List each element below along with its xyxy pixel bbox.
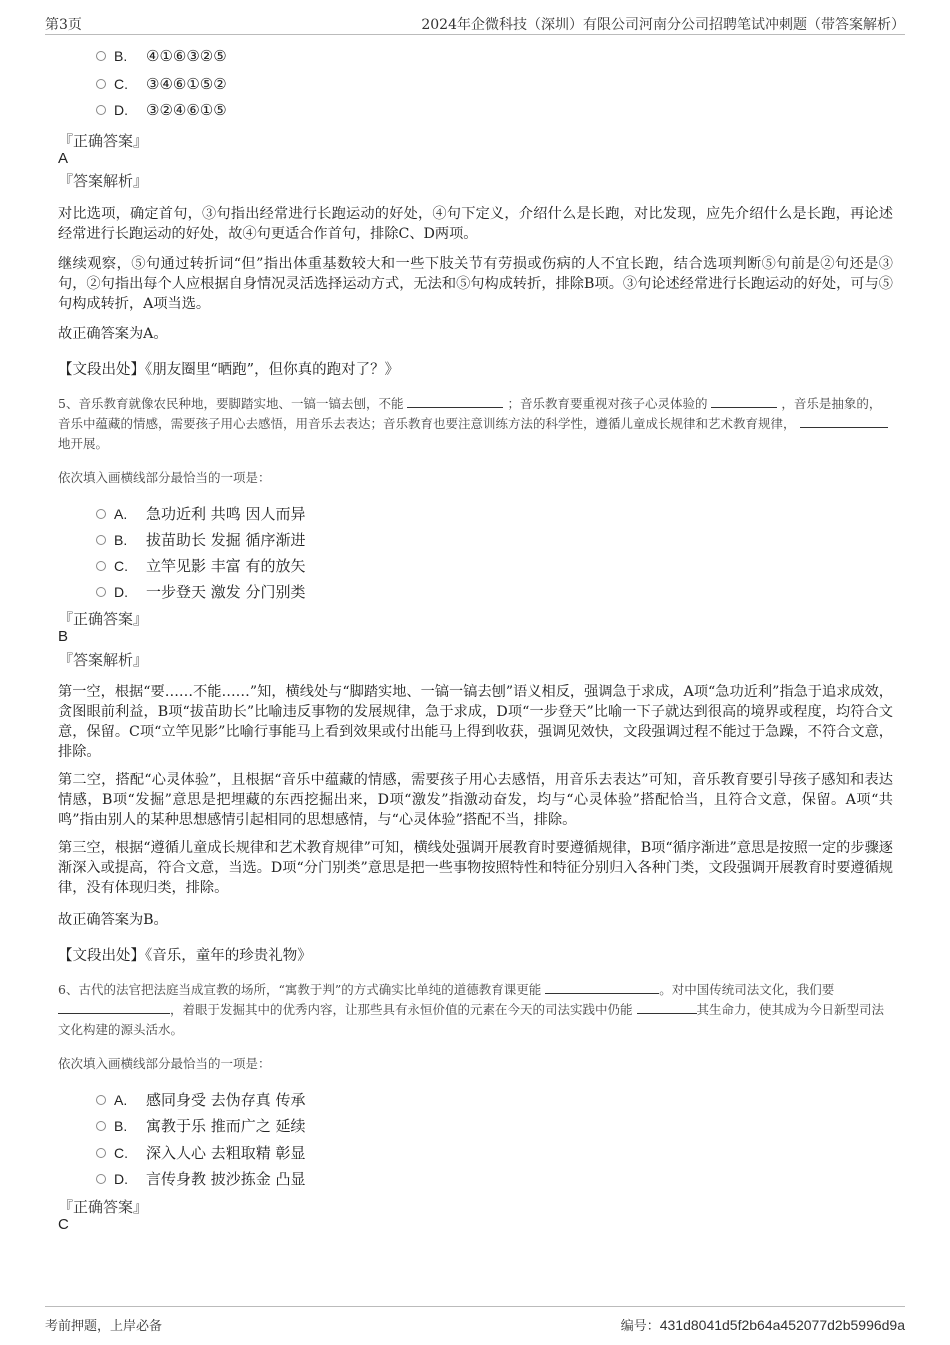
blank-line <box>637 1000 697 1014</box>
q5-option-d[interactable]: D. 一步登天 激发 分门别类 <box>96 581 306 603</box>
q4-answer-label: 『正确答案』 <box>58 132 149 150</box>
q5-analysis-p1: 第一空，根据“要……不能……”知，横线处与“脚踏实地、一镐一镐去刨”语义相反，强调急于求成，A项“急功近利”指急于追求成效，贪图眼前利益，B项“拔苗助长”比喻违反事物的发展规律，急于求成，D项“一步登天”比喻一下子就达到很高的境界或程度，均符合文意，保留。C项“立竿见影”比喻行事能马上看到效果或付出能马上得到收获，强调见效快，文段强调过程不能过于急躁，不符合文意，排除。 <box>58 684 893 760</box>
radio-icon[interactable] <box>96 1121 106 1131</box>
footer-slogan: 考前押题，上岸必备 <box>45 1319 163 1334</box>
q4-analysis-p2: 继续观察，⑤句通过转折词“但”指出体重基数较大和一些下肢关节有劳损或伤病的人不宜长跑，结合选项判断⑤句前是②句还是③句，②句指出每个人应根据自身情况灵活选择运动方式，无法和⑤句构成转折，排除B项。③句论述经常进行长跑运动的好处，可与⑤句构成转折，A项当选。 <box>58 256 893 312</box>
q4-analysis-label: 『答案解析』 <box>58 172 149 190</box>
q5-analysis-p3: 第三空，根据“遵循儿童成长规律和艺术教育规律”可知，横线处强调开展教育时要遵循规律，B项“循序渐进”意思是按照一定的步骤逐渐深入或提高，符合文意，当选。D项“分门别类”意思是把一些事物按照特性和特征分别归入各种门类，文段强调开展教育时要遵循规律，没有体现归类，排除。 <box>58 840 893 896</box>
q5-question: 5、音乐教育就像农民种地，要脚踏实地、一镐一镐去刨，不能 ；音乐教育要重视对孩子心灵体验的 ，音乐是抽象的，音乐中蕴藏的情感，需要孩子用心去感悟，用音乐去表达；音乐教育也要注意训练方法的科学性，遵循儿童成长规律和艺术教育规律， 地开展。 <box>58 394 893 454</box>
footer-id: 编号：431d8041d5f2b64a452077d2b5996d9a <box>620 1317 905 1334</box>
q5-source: 【文段出处】《音乐，童年的珍贵礼物》 <box>58 948 312 964</box>
radio-icon[interactable] <box>96 1095 106 1105</box>
blank-line <box>58 1000 170 1014</box>
blank-line <box>711 394 777 408</box>
radio-icon[interactable] <box>96 105 106 115</box>
radio-icon[interactable] <box>96 561 106 571</box>
q5-option-a[interactable]: A. 急功近利 共鸣 因人而异 <box>96 503 306 525</box>
q6-option-b[interactable]: B. 寓教于乐 推而广之 延续 <box>96 1115 306 1137</box>
q6-option-d[interactable]: D. 言传身教 披沙拣金 凸显 <box>96 1168 306 1190</box>
q6-answer-label: 『正确答案』 <box>58 1198 149 1216</box>
q4-option-b[interactable]: B. ④①⑥③②⑤ <box>96 47 227 69</box>
q5-analysis-p2: 第二空，搭配“心灵体验”，且根据“音乐中蕴藏的情感，需要孩子用心去感悟，用音乐去表达”可知，音乐教育要引导孩子感知和表达情感，B项“发掘”意思是把埋藏的东西挖掘出来，D项“激发”指激动奋发，均与“心灵体验”搭配恰当，且符合文意，保留。A项“共鸣”指由别人的某种思想感情引起相同的思想感情，与“心灵体验”搭配不当，排除。 <box>58 772 893 828</box>
radio-icon[interactable] <box>96 535 106 545</box>
q4-option-d[interactable]: D. ③②④⑥①⑤ <box>96 101 227 123</box>
page-number: 第3页 <box>45 17 82 33</box>
page-header <box>45 12 905 35</box>
q4-source: 【文段出处】《朋友圈里“晒跑”，但你真的跑对了？》 <box>58 362 400 378</box>
q6-question: 6、古代的法官把法庭当成宣教的场所，“寓教于判”的方式确实比单纯的道德教育课更能 。对中国传统司法文化，我们要 ，着眼于发掘其中的优秀内容，让那些具有永恒价值的元素在今天的司法实践中仍能 其生命力，使其成为今日新型司法文化构建的源头活水。 <box>58 982 885 1037</box>
document-title: 2024年企微科技（深圳）有限公司河南分公司招聘笔试冲刺题（带答案解析） <box>421 17 905 33</box>
q4-analysis-p3: 故正确答案为A。 <box>58 326 168 342</box>
blank-line <box>545 980 659 994</box>
q5-option-c[interactable]: C. 立竿见影 丰富 有的放矢 <box>96 555 306 577</box>
q5-prompt: 依次填入画横线部分最恰当的一项是： <box>58 470 271 485</box>
blank-line <box>800 414 888 428</box>
radio-icon[interactable] <box>96 509 106 519</box>
radio-icon[interactable] <box>96 1174 106 1184</box>
radio-icon[interactable] <box>96 79 106 89</box>
radio-icon[interactable] <box>96 51 106 61</box>
document-code: 431d8041d5f2b64a452077d2b5996d9a <box>659 1317 905 1333</box>
q6-prompt: 依次填入画横线部分最恰当的一项是： <box>58 1056 271 1071</box>
q4-option-c[interactable]: C. ③④⑥①⑤② <box>96 75 227 97</box>
q5-answer-label: 『正确答案』 <box>58 610 149 628</box>
radio-icon[interactable] <box>96 587 106 597</box>
q6-option-a[interactable]: A. 感同身受 去伪存真 传承 <box>96 1089 306 1111</box>
q4-answer: A <box>58 150 69 167</box>
q5-analysis-p4: 故正确答案为B。 <box>58 912 168 928</box>
q5-option-b[interactable]: B. 拔苗助长 发掘 循序渐进 <box>96 529 306 551</box>
blank-line <box>407 394 503 408</box>
page-footer <box>45 1306 905 1337</box>
radio-icon[interactable] <box>96 1148 106 1158</box>
q6-answer: C <box>58 1216 69 1233</box>
q5-analysis-label: 『答案解析』 <box>58 651 149 669</box>
q4-analysis-p1: 对比选项，确定首句，③句指出经常进行长跑运动的好处，④句下定义，介绍什么是长跑，对比发现，应先介绍什么是长跑，再论述经常进行长跑运动的好处，故④句更适合作首句，排除C、D两项。 <box>58 206 893 242</box>
q5-answer: B <box>58 628 69 645</box>
q6-option-c[interactable]: C. 深入人心 去粗取精 彰显 <box>96 1142 306 1164</box>
